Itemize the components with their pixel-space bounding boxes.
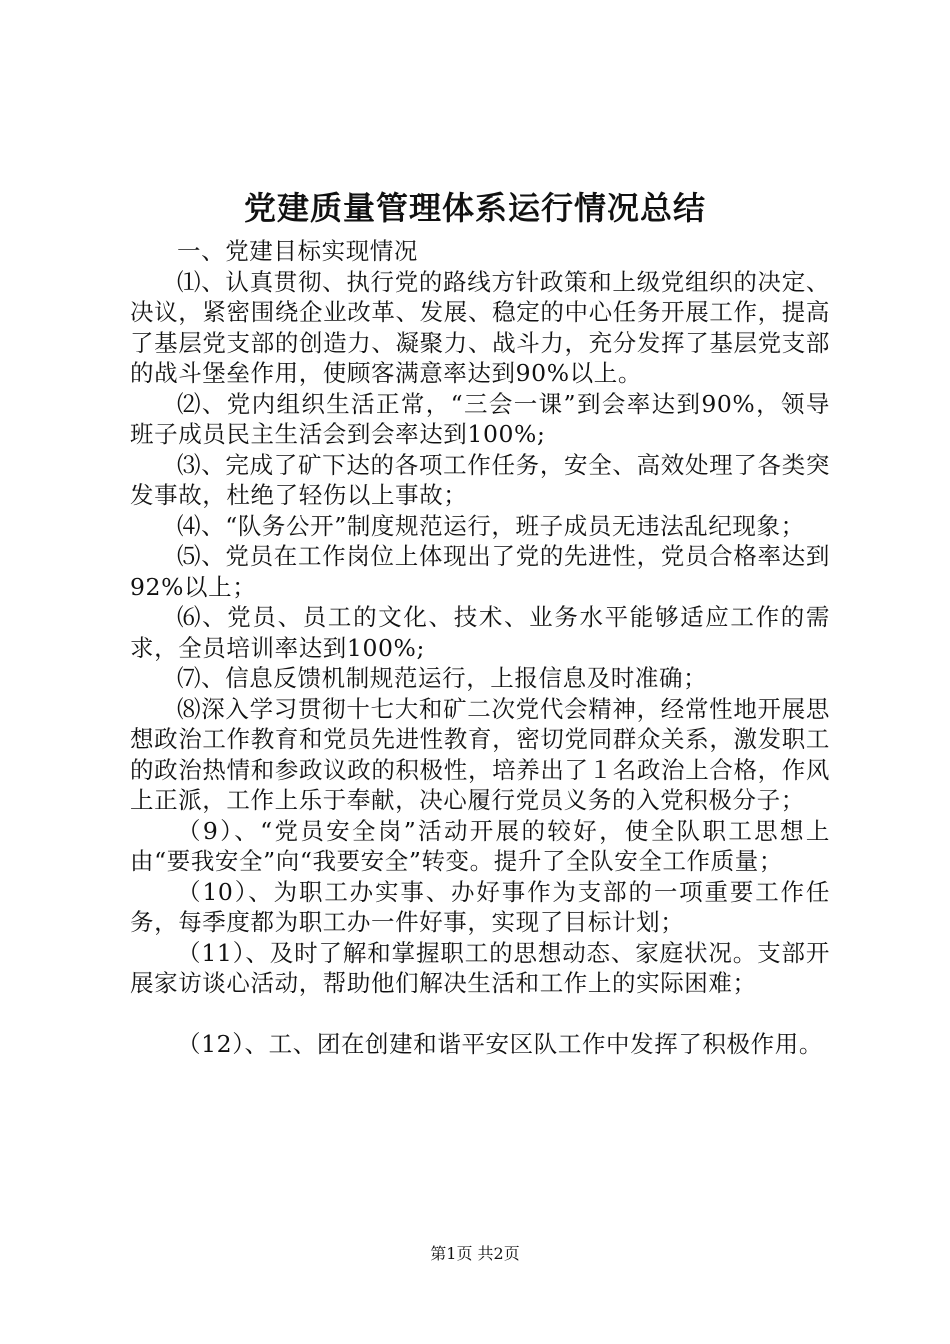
paragraph-9: （9）、“党员安全岗”活动开展的较好，使全队职工思想上由“要我安全”向“我要安全”转变。提升了全队安全工作质量；: [130, 816, 830, 875]
paragraph-1: ⑴、认真贯彻、执行党的路线方针政策和上级党组织的决定、决议，紧密围绕企业改革、发展、稳定的中心任务开展工作，提高了基层党支部的创造力、凝聚力、战斗力，充分发挥了基层党支部的战斗堡垒作用，使顾客满意率达到90%以上。: [130, 267, 830, 387]
document-body: [130, 236, 830, 1059]
document-title: 党建质量管理体系运行情况总结: [243, 189, 706, 227]
paragraph-3: ⑶、完成了矿下达的各项工作任务，安全、高效处理了各类突发事故，杜绝了轻伤以上事故；: [130, 450, 830, 509]
page-footer: 第1页 共2页: [430, 1244, 520, 1263]
paragraph-8: ⑻深入学习贯彻十七大和矿二次党代会精神，经常性地开展思想政治工作教育和党员先进性教育，密切党同群众关系，激发职工的政治热情和参政议政的积极性，培养出了１名政治上合格，作风上正派，工作上乐于奉献，决心履行党员义务的入党积极分子；: [130, 694, 830, 814]
paragraph-5: ⑸、党员在工作岗位上体现出了党的先进性，党员合格率达到92%以上；: [130, 542, 830, 601]
paragraph-6: ⑹、党员、员工的文化、技术、业务水平能够适应工作的需求，全员培训率达到100%;: [130, 603, 830, 662]
paragraph-12: （12）、工、团在创建和谐平安区队工作中发挥了积极作用。: [177, 1029, 823, 1058]
paragraph-10: （10）、为职工办实事、办好事作为支部的一项重要工作任务，每季度都为职工办一件好事，实现了目标计划；: [130, 877, 830, 936]
section-heading: 一、党建目标实现情况: [177, 237, 418, 265]
paragraph-11: （11）、及时了解和掌握职工的思想动态、家庭状况。支部开展家访谈心活动，帮助他们解决生活和工作上的实际困难；: [130, 938, 830, 997]
paragraph-4: ⑷、“队务公开”制度规范运行，班子成员无违法乱纪现象；: [177, 511, 805, 540]
paragraph-2: ⑵、党内组织生活正常，“三会一课”到会率达到90%，领导班子成员民主生活会到会率达到100%;: [130, 389, 830, 448]
paragraph-7: ⑺、信息反馈机制规范运行，上报信息及时准确；: [177, 664, 708, 692]
